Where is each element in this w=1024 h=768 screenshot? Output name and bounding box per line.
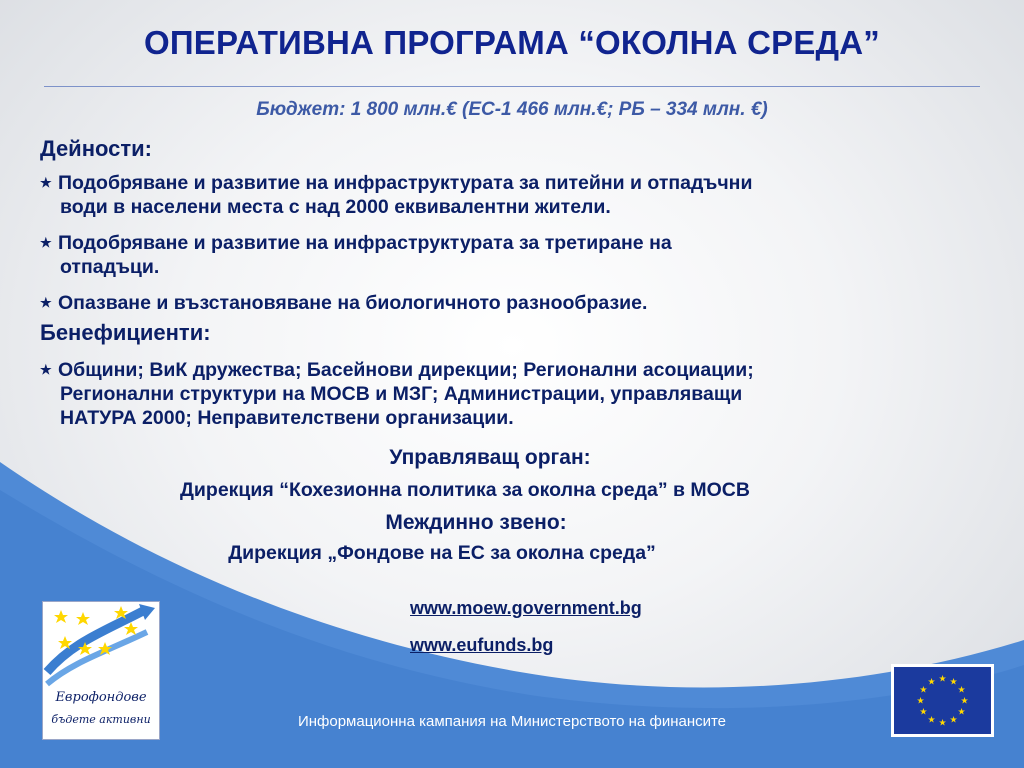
activity-item bbox=[40, 291, 990, 315]
activities-heading: Дейности: bbox=[40, 136, 152, 161]
managing-authority-value: Дирекция “Кохезионна политика за околна среда” в МОСВ bbox=[180, 479, 750, 501]
eu-star-icon: ★ bbox=[927, 714, 936, 725]
activity-item bbox=[40, 171, 990, 219]
eu-star-icon: ★ bbox=[916, 695, 925, 706]
activity-line: отпадъци. bbox=[60, 256, 160, 278]
beneficiaries-heading: Бенефициенти: bbox=[40, 320, 211, 345]
eu-star-icon: ★ bbox=[949, 676, 958, 687]
eu-star-icon: ★ bbox=[957, 684, 966, 695]
title-divider bbox=[44, 86, 980, 87]
beneficiaries-line: НАТУРА 2000; Неправителствени организации. bbox=[60, 407, 514, 429]
eurofunds-logo-icon bbox=[42, 601, 160, 740]
eu-star-icon: ★ bbox=[960, 695, 969, 706]
activity-item bbox=[40, 231, 990, 279]
star-bullet-icon: ★ bbox=[40, 295, 52, 310]
star-bullet-icon: ★ bbox=[40, 362, 52, 377]
eu-star-icon: ★ bbox=[927, 676, 936, 687]
beneficiaries-item bbox=[40, 358, 990, 430]
moew-link[interactable]: www.moew.government.bg bbox=[410, 598, 642, 618]
eurofunds-logo-tagline: бъдете активни bbox=[51, 713, 151, 726]
managing-authority-label: Управляващ орган: bbox=[389, 446, 591, 469]
eu-star-icon: ★ bbox=[949, 714, 958, 725]
eu-star-icon: ★ bbox=[919, 706, 928, 717]
eu-star-icon: ★ bbox=[938, 717, 947, 728]
intermediate-body-label: Междинно звено: bbox=[385, 511, 567, 534]
beneficiaries-line: Общини; ВиК дружества; Басейнови дирекции; Регионални асоциации; bbox=[58, 359, 754, 381]
eufunds-link[interactable]: www.eufunds.bg bbox=[410, 635, 554, 655]
intermediate-body-value: Дирекция „Фондове на ЕС за околна среда” bbox=[228, 542, 656, 564]
activity-line: Подобряване и развитие на инфраструктурата за питейни и отпадъчни bbox=[58, 172, 753, 194]
star-bullet-icon: ★ bbox=[40, 175, 52, 190]
footer-text: Информационна кампания на Министерството на финансите bbox=[297, 713, 727, 730]
activity-line: води в населени места с над 2000 еквивалентни жители. bbox=[60, 196, 611, 218]
budget-line: Бюджет: 1 800 млн.€ (ЕС-1 466 млн.€; РБ – 334 млн. €) bbox=[256, 99, 768, 120]
activity-line: Подобряване и развитие на инфраструктурата за третиране на bbox=[58, 232, 672, 254]
eu-star-icon: ★ bbox=[938, 673, 947, 684]
eu-star-icon: ★ bbox=[957, 706, 966, 717]
eurofunds-logo-text: Еврофондове bbox=[55, 690, 147, 705]
activity-line: Опазване и възстановяване на биологичното разнообразие. bbox=[58, 292, 648, 314]
beneficiaries-line: Регионални структури на МОСВ и МЗГ; Администрации, управляващи bbox=[60, 383, 743, 405]
eu-flag-icon bbox=[891, 664, 994, 737]
page-title: ОПЕРАТИВНА ПРОГРАМА “ОКОЛНА СРЕДА” bbox=[144, 24, 880, 61]
star-bullet-icon: ★ bbox=[40, 235, 52, 250]
eu-star-icon: ★ bbox=[919, 684, 928, 695]
